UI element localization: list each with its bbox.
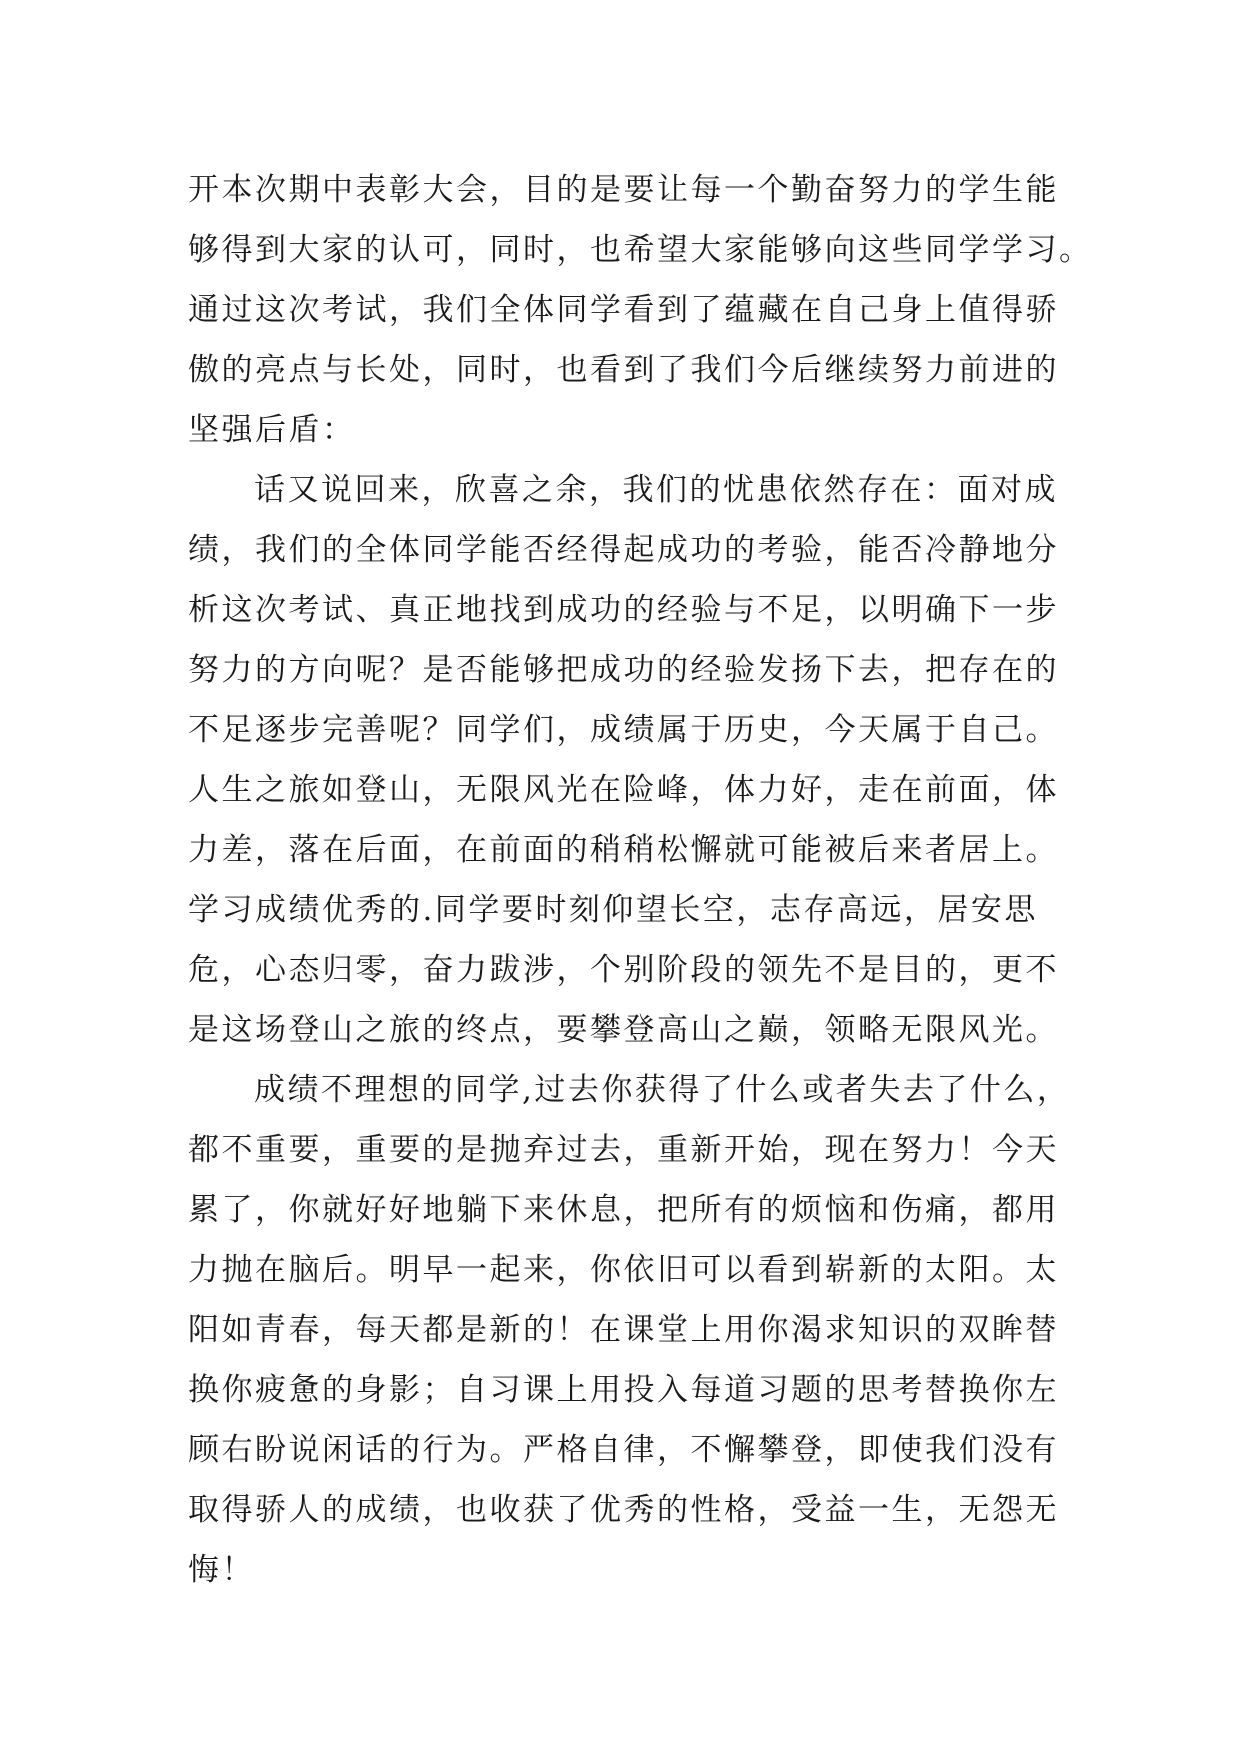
text-line: 傲的亮点与长处，同时，也看到了我们今后继续努力前进的 — [188, 352, 1059, 388]
text-line: 悔！ — [188, 1552, 255, 1588]
text-line: 通过这次考试，我们全体同学看到了蕴藏在自己身上值得骄 — [188, 292, 1059, 328]
text-line: 阳如青春，每天都是新的！在课堂上用你渴求知识的双眸替 — [188, 1312, 1059, 1348]
text-line: 取得骄人的成绩，也收获了优秀的性格，受益一生，无怨无 — [188, 1492, 1059, 1528]
text-line: 努力的方向呢？是否能够把成功的经验发扬下去，把存在的 — [188, 652, 1059, 688]
text-line: 学习成绩优秀的.同学要时刻仰望长空，志存高远，居安思 — [188, 892, 1038, 928]
text-line: 累了，你就好好地躺下来休息，把所有的烦恼和伤痛，都用 — [188, 1192, 1059, 1228]
text-line: 力抛在脑后。明早一起来，你依旧可以看到崭新的太阳。太 — [188, 1252, 1059, 1288]
text-line: 析这次考试、真正地找到成功的经验与不足，以明确下一步 — [188, 592, 1059, 628]
text-line: 顾右盼说闲话的行为。严格自律，不懈攀登，即使我们没有 — [188, 1432, 1059, 1468]
text-line: 换你疲惫的身影；自习课上用投入每道习题的思考替换你左 — [188, 1372, 1059, 1408]
text-line: 绩，我们的全体同学能否经得起成功的考验，能否冷静地分 — [188, 532, 1059, 568]
body-text — [188, 160, 1093, 1600]
text-line: 都不重要，重要的是抛弃过去，重新开始，现在努力！今天 — [188, 1132, 1059, 1168]
text-line: 力差，落在后面，在前面的稍稍松懈就可能被后来者居上。 — [188, 832, 1059, 868]
text-line: 危，心态归零，奋力跋涉，个别阶段的领先不是目的，更不 — [188, 952, 1059, 988]
paragraph-first-line: 话又说回来，欣喜之余，我们的忧患依然存在：面对成 — [254, 472, 1058, 508]
text-line: 人生之旅如登山，无限风光在险峰，体力好，走在前面，体 — [188, 772, 1059, 808]
text-line: 够得到大家的认可，同时，也希望大家能够向这些同学学习。 — [188, 232, 1093, 268]
text-line: 坚强后盾： — [188, 412, 356, 448]
text-line: 不足逐步完善呢？同学们，成绩属于历史，今天属于自己。 — [188, 712, 1059, 748]
text-line: 是这场登山之旅的终点，要攀登高山之巅，领略无限风光。 — [188, 1012, 1059, 1048]
paragraph-first-line: 成绩不理想的同学,过去你获得了什么或者失去了什么， — [254, 1072, 1071, 1108]
text-line: 开本次期中表彰大会，目的是要让每一个勤奋努力的学生能 — [188, 172, 1059, 208]
